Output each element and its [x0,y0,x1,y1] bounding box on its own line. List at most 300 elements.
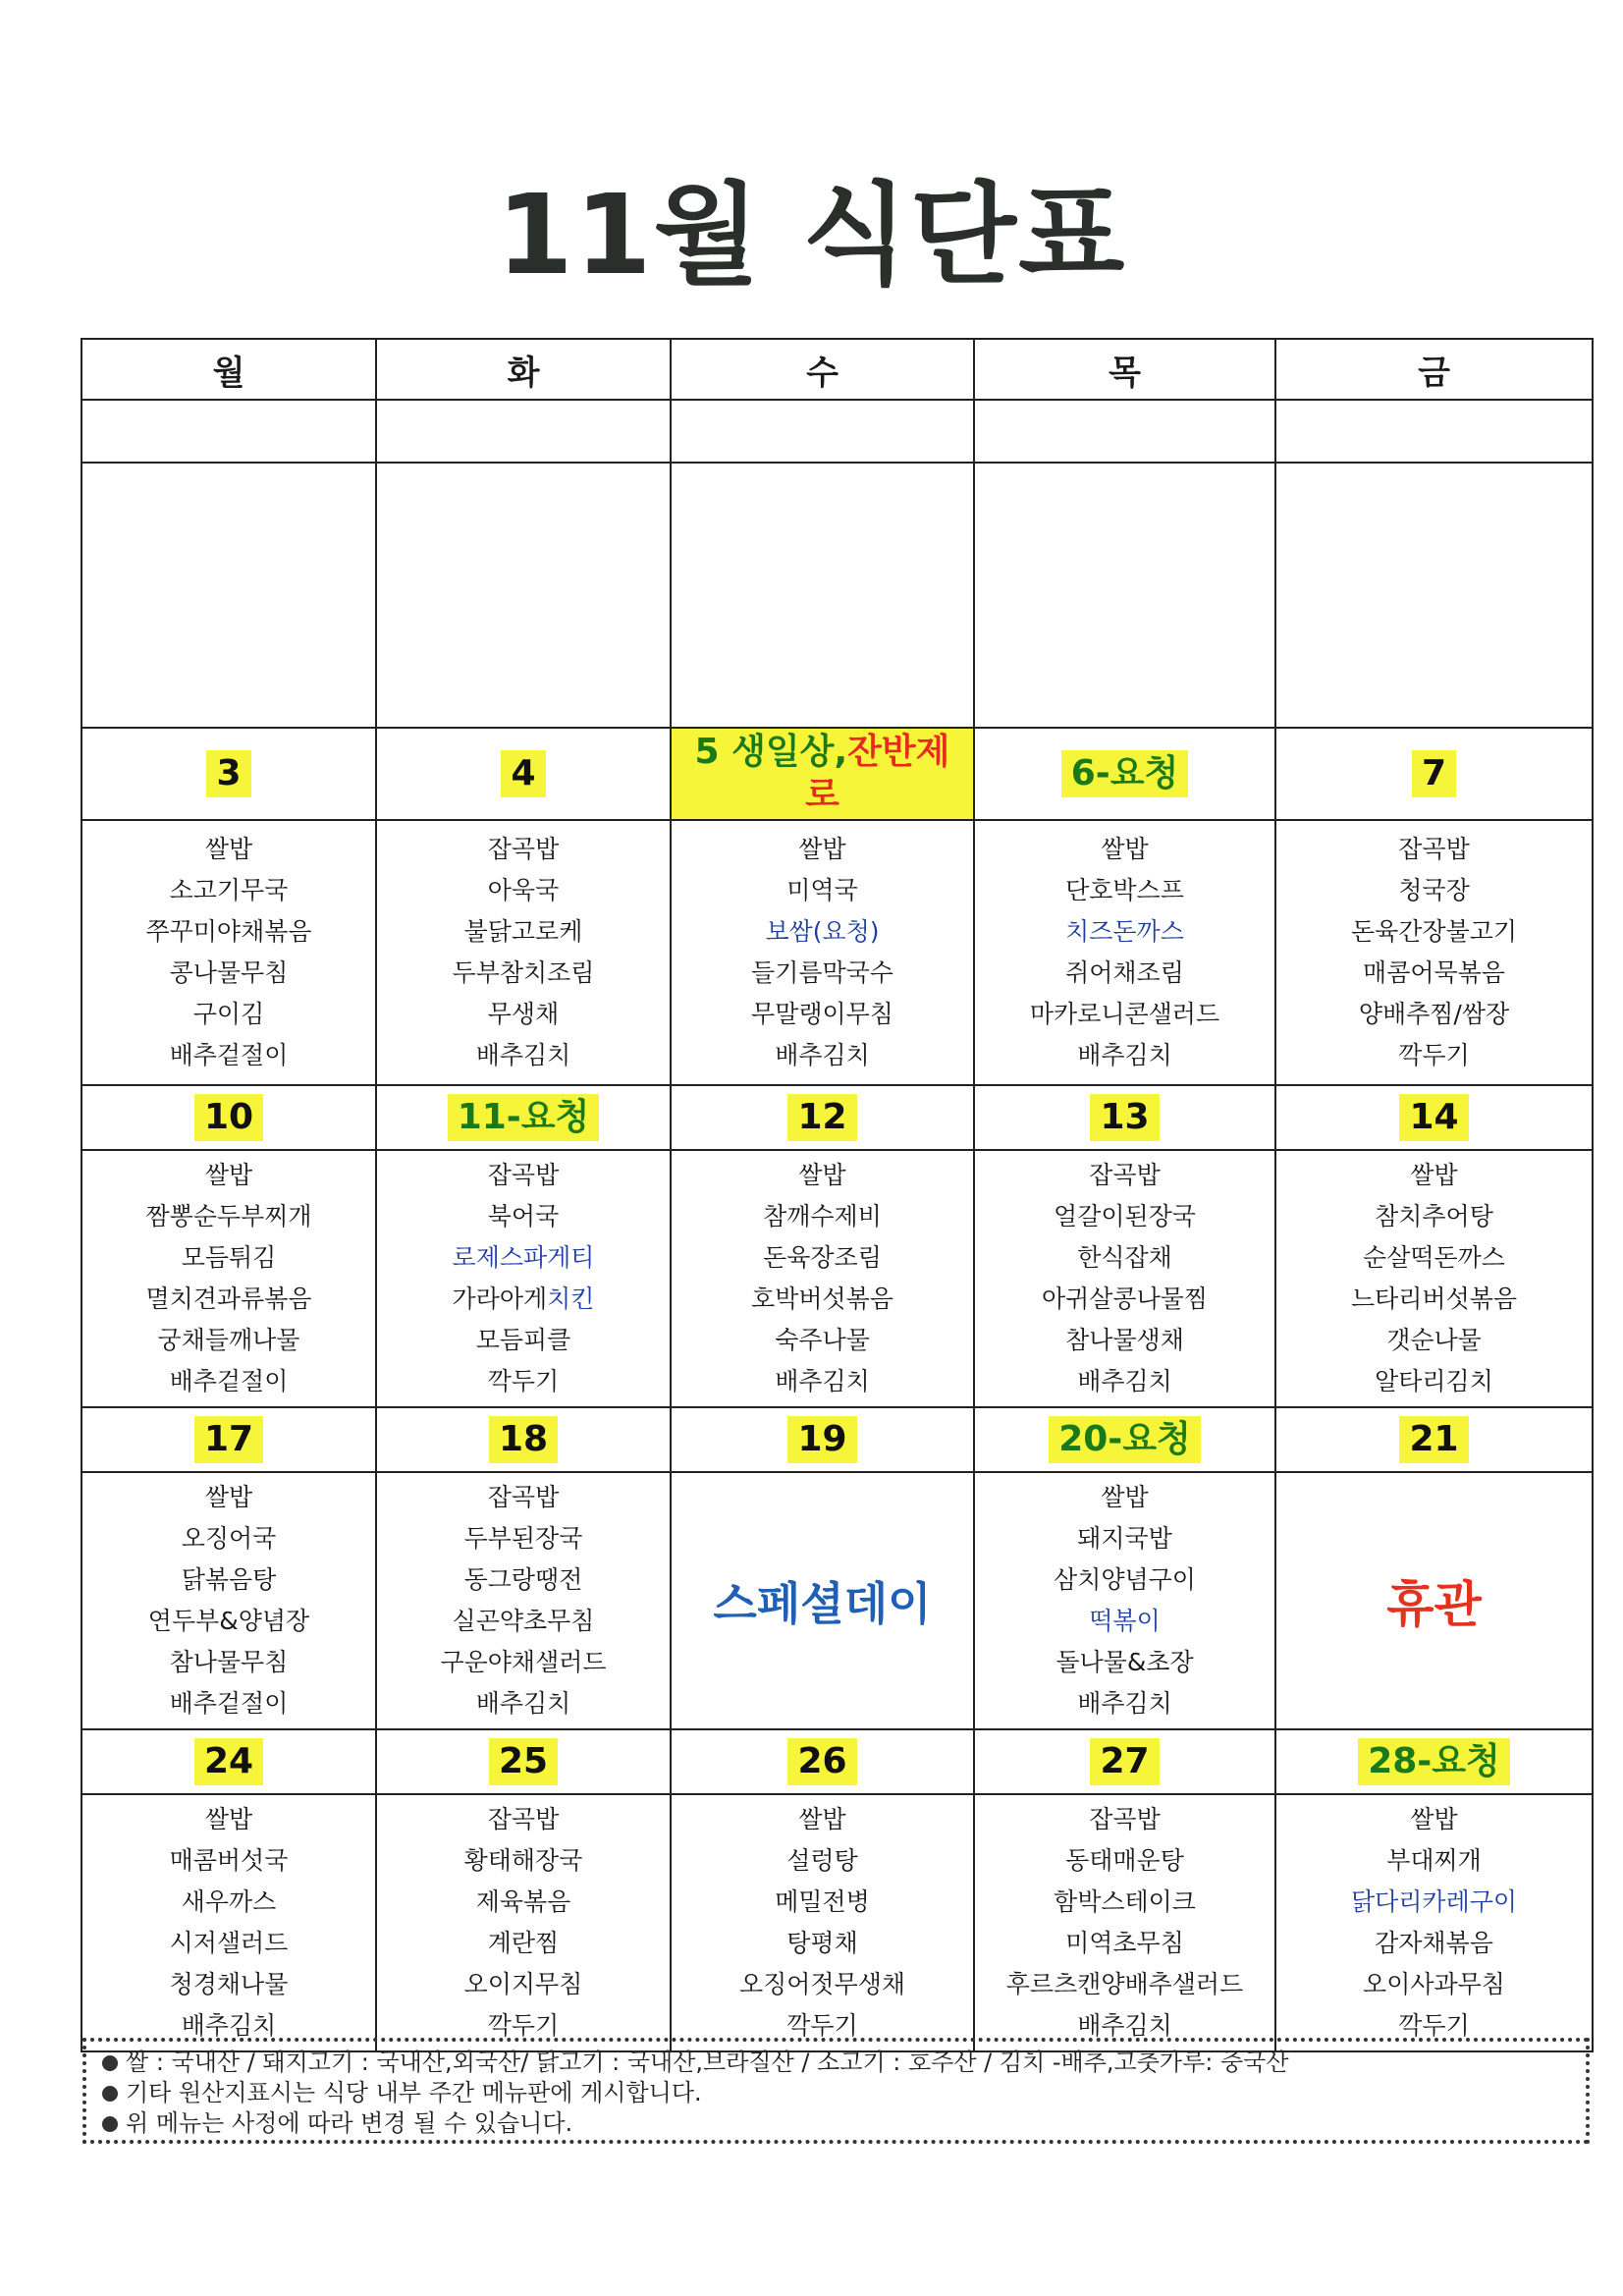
menu-item-text: 쌀밥 [1410,1805,1458,1833]
note-line [102,2048,1570,2078]
menu-cell [81,1794,376,2051]
menu-list [975,1155,1274,1402]
menu-list [1276,1155,1592,1402]
menu-item [672,1923,973,1964]
menu-item [1276,1155,1592,1196]
menu-item-text: 미역초무침 [1065,1929,1184,1957]
menu-list [975,1799,1274,2047]
date-text: 6-요청 [1070,753,1179,793]
menu-item [377,1799,670,1840]
menu-item-text: 콩나물무침 [169,958,289,987]
menu-item-text: 참깨수제비 [763,1202,882,1230]
menu-cell [376,1472,671,1729]
menu-item-text: 청경채나물 [169,1970,289,1998]
menu-item-text: 깍두기 [487,1367,560,1395]
date-cell [671,1085,974,1150]
date-text: 27 [1100,1741,1150,1781]
date-label [194,1416,263,1463]
menu-item [672,1237,973,1279]
menu-item [1276,1840,1592,1882]
date-text: 14 [1409,1097,1459,1137]
menu-item-text: 실곤약초무침 [452,1607,595,1635]
menu-item [975,1196,1274,1237]
blank-cell [376,463,671,728]
menu-item [1276,953,1592,994]
blank-cell [974,463,1275,728]
date-text: 20-요청 [1058,1419,1191,1459]
menu-table [81,338,1594,2052]
menu-item [377,1601,670,1642]
date-label [206,750,250,797]
menu-item [82,1361,375,1402]
date-cell [376,1729,671,1794]
menu-item [975,1642,1274,1683]
note-text: 기타 원산지표시는 식당 내부 주간 메뉴판에 게시합니다. [126,2079,702,2106]
date-text: 17 [203,1419,254,1459]
menu-item [1276,1320,1592,1361]
menu-item-text: 들기름막국수 [751,958,893,987]
menu-item-text: 쌀밥 [204,1805,253,1833]
menu-item [975,1923,1274,1964]
menu-item-text: 감자채볶음 [1375,1929,1493,1957]
menu-item-text: 로제스파게티 [452,1243,595,1272]
menu-item-text: 시저샐러드 [169,1929,289,1957]
date-label [489,1738,558,1785]
date-cell [974,1085,1275,1150]
menu-item-text: 쌀밥 [798,1161,846,1189]
menu-item [82,1923,375,1964]
day-header: 월 [81,339,376,400]
menu-item-text: 삼치양념구이 [1054,1565,1196,1594]
date-cell [81,1407,376,1472]
menu-item [82,1683,375,1724]
menu-item [82,1642,375,1683]
menu-item-text: 돈육간장불고기 [1350,917,1518,946]
menu-item [975,1882,1274,1923]
menu-item-text: 닭다리카레구이 [1350,1887,1518,1916]
menu-item [975,1559,1274,1601]
menu-item [1276,1964,1592,2005]
date-row [81,1407,1593,1472]
menu-item-text: 새우까스 [181,1887,277,1916]
day-header: 화 [376,339,671,400]
menu-item [975,1361,1274,1402]
date-cell [81,1085,376,1150]
menu-item [82,1799,375,1840]
date-label [1090,1094,1159,1141]
menu-cell [974,1150,1275,1407]
date-text: 24 [203,1741,254,1781]
menu-item-text: 돼지국밥 [1077,1524,1172,1553]
menu-item-text: 쌀밥 [204,1161,253,1189]
menu-item-text: 쌀밥 [204,835,253,863]
menu-item-text: 불닭고로케 [463,917,583,946]
menu-cell [376,1794,671,2051]
menu-item [377,1320,670,1361]
menu-item [377,1840,670,1882]
menu-cell [376,820,671,1085]
menu-item-text: 양배추찜/쌈장 [1358,1000,1510,1028]
menu-item-highlight: 치킨 [547,1285,595,1313]
menu-list [82,1155,375,1402]
date-text: 10 [203,1097,254,1137]
date-text: 21 [1409,1419,1459,1459]
menu-item-text: 치즈돈까스 [1065,917,1184,946]
menu-item [82,911,375,953]
day-header-row [81,339,1593,400]
menu-item-text: 계란찜 [487,1929,560,1957]
menu-item-text: 배추겉절이 [169,1367,289,1395]
menu-item-text: 멸치견과류볶음 [145,1285,312,1313]
menu-item [975,1155,1274,1196]
menu-item [82,1196,375,1237]
menu-item-text: 잡곡밥 [1089,1161,1161,1189]
menu-item [672,1964,973,2005]
menu-item [82,1559,375,1601]
menu-item [975,911,1274,953]
menu-item-text: 모듬피클 [475,1326,571,1354]
menu-item-text: 참나물생채 [1065,1326,1184,1354]
date-label [1358,1738,1510,1785]
date-label [1090,1738,1159,1785]
blank-cell [671,400,974,463]
date-label [489,1416,558,1463]
date-cell [376,1407,671,1472]
menu-item-text: 무말랭이무침 [751,1000,893,1028]
menu-item [1276,1923,1592,1964]
blank-menu-row [81,463,1593,728]
menu-item [82,994,375,1035]
menu-item-text: 메밀전병 [775,1887,870,1916]
menu-list [975,829,1274,1076]
menu-item [672,829,973,870]
menu-item [82,1601,375,1642]
menu-item-text: 참나물무침 [169,1648,289,1676]
menu-item [672,1320,973,1361]
blank-cell [376,400,671,463]
menu-item-text: 미역국 [786,876,858,904]
date-cell [974,1729,1275,1794]
date-text: 13 [1100,1097,1150,1137]
menu-item-text: 보쌈(요청) [765,917,880,946]
menu-cell [671,1794,974,2051]
menu-row [81,820,1593,1085]
menu-item-text: 쌀밥 [1101,835,1149,863]
day-header: 수 [671,339,974,400]
special-day-label: 스페셜데이 [713,1577,932,1630]
menu-item [377,870,670,911]
date-cell [974,728,1275,820]
blank-cell [1275,463,1593,728]
menu-item-text: 배추김치 [775,1041,870,1069]
menu-item [672,1799,973,1840]
date-cell [376,1085,671,1150]
menu-item-text: 배추김치 [1077,1041,1172,1069]
date-text: 19 [797,1419,847,1459]
menu-item [377,1155,670,1196]
date-text: 25 [498,1741,549,1781]
menu-item-text: 황태해장국 [463,1846,583,1875]
menu-item [82,870,375,911]
menu-item-text: 오이지무침 [463,1970,583,1998]
date-row [81,728,1593,820]
date-text: 11-요청 [457,1097,590,1137]
date-cell [671,728,974,820]
menu-item-text: 배추김치 [181,2011,277,2040]
menu-item-text: 쌀밥 [1410,1161,1458,1189]
menu-item-text: 돈육장조림 [763,1243,882,1272]
blank-cell [1275,400,1593,463]
date-extra-text: 잔반제로 [805,732,950,815]
menu-item [377,1477,670,1518]
menu-item [975,994,1274,1035]
menu-list [975,1477,1274,1724]
menu-item [672,911,973,953]
menu-item-text: 부대찌개 [1386,1846,1482,1875]
date-label [1399,1416,1468,1463]
menu-cell [1275,1150,1593,1407]
day-header: 금 [1275,339,1593,400]
menu-item [1276,1279,1592,1320]
menu-item-text: 배추겉절이 [169,1041,289,1069]
menu-item-text: 쌀밥 [1101,1483,1149,1511]
menu-item-text: 쌀밥 [204,1483,253,1511]
menu-item-text: 깍두기 [487,2011,560,2040]
date-label [1049,1416,1201,1463]
menu-item [82,1477,375,1518]
menu-item-text: 오징어국 [181,1524,277,1553]
menu-item-text: 쌀밥 [798,1805,846,1833]
menu-item-text: 돌나물&초장 [1055,1648,1194,1676]
menu-item [1276,870,1592,911]
menu-item [82,1035,375,1076]
menu-item-text: 짬뽕순두부찌개 [145,1202,312,1230]
menu-item-text: 깍두기 [1398,2011,1470,2040]
date-label [787,1416,856,1463]
menu-item-text: 배추김치 [775,1367,870,1395]
date-cell [81,1729,376,1794]
menu-cell [671,1150,974,1407]
menu-item [82,1518,375,1559]
menu-item-text: 동태매운탕 [1065,1846,1184,1875]
menu-item-text: 참치추어탕 [1375,1202,1493,1230]
menu-item-text: 닭볶음탕 [181,1565,277,1594]
menu-item-text: 제육볶음 [475,1887,571,1916]
menu-item [672,1361,973,1402]
menu-list [1276,1799,1592,2047]
menu-item [377,1923,670,1964]
menu-item-text: 배추김치 [475,1689,571,1718]
menu-list [377,1155,670,1402]
menu-list [672,1799,973,2047]
menu-item [1276,1237,1592,1279]
note-text: 쌀 : 국내산 / 돼지고기 : 국내산,외국산/ 닭고기 : 국내산,브라질산 / 소고기 : 호주산 / 김치 -배추,고춧가루: 중국산 [126,2049,1289,2076]
date-text: 26 [797,1741,847,1781]
blank-cell [81,463,376,728]
menu-item [672,1882,973,1923]
date-cell [1275,1085,1593,1150]
menu-list [377,1799,670,2047]
menu-item-text: 떡볶이 [1089,1607,1161,1635]
menu-item-text: 잡곡밥 [1398,835,1470,863]
date-text: 12 [797,1097,847,1137]
menu-item [1276,1882,1592,1923]
menu-item-text: 궁채들깨나물 [157,1326,300,1354]
menu-item-text: 얼갈이된장국 [1054,1202,1196,1230]
date-label [448,1094,600,1141]
date-label [787,1738,856,1785]
menu-item [975,953,1274,994]
menu-item [82,1840,375,1882]
menu-item [975,829,1274,870]
menu-item [377,911,670,953]
menu-item [672,994,973,1035]
menu-cell [671,1472,974,1729]
menu-item [82,953,375,994]
menu-item [672,1035,973,1076]
menu-item [672,1155,973,1196]
date-label [1399,1094,1468,1141]
menu-item [975,1320,1274,1361]
menu-item [975,1518,1274,1559]
date-label [501,750,545,797]
date-row [81,1729,1593,1794]
menu-row [81,1150,1593,1407]
menu-item-text: 구운야채샐러드 [440,1648,607,1676]
date-row [81,1085,1593,1150]
menu-cell [81,1150,376,1407]
menu-item-text: 동그랑땡전 [463,1565,583,1594]
menu-item [672,870,973,911]
date-text: 28-요청 [1368,1741,1500,1781]
menu-item [82,1279,375,1320]
menu-item-text: 소고기무국 [169,876,289,904]
date-cell [1275,1729,1593,1794]
menu-item-text: 매콤어묵볶음 [1363,958,1505,987]
menu-item [975,1035,1274,1076]
menu-item-text: 갯순나물 [1386,1326,1482,1354]
menu-item-text: 배추김치 [1077,2011,1172,2040]
menu-cell [974,1794,1275,2051]
menu-item-text: 매콤버섯국 [169,1846,289,1875]
menu-item [672,1279,973,1320]
menu-item [377,994,670,1035]
menu-item-text: 쭈꾸미야채볶음 [145,917,312,946]
date-label [1412,750,1456,797]
menu-item [82,1882,375,1923]
menu-item-text: 쌀밥 [798,835,846,863]
menu-item [975,1840,1274,1882]
menu-item-text: 청국장 [1398,876,1470,904]
menu-item-text: 호박버섯볶음 [751,1285,893,1313]
date-cell [671,1729,974,1794]
menu-item-text: 마카로니콘샐러드 [1029,1000,1220,1028]
menu-item [377,1964,670,2005]
menu-item-text: 두부참치조림 [452,958,595,987]
menu-item [377,1559,670,1601]
bullet-icon [102,2055,118,2071]
bullet-icon [102,2086,118,2102]
menu-item-text: 잡곡밥 [487,1161,560,1189]
menu-item [1276,1361,1592,1402]
menu-item [975,1477,1274,1518]
note-text: 위 메뉴는 사정에 따라 변경 될 수 있습니다. [126,2109,573,2137]
menu-item [377,829,670,870]
menu-list [82,1477,375,1724]
menu-item [975,1799,1274,1840]
menu-item [1276,911,1592,953]
menu-item [377,953,670,994]
blank-cell [81,400,376,463]
menu-list [377,829,670,1076]
menu-list [672,1155,973,1402]
menu-item-text: 무생채 [487,1000,560,1028]
menu-item [82,1237,375,1279]
menu-item [975,1683,1274,1724]
menu-item [672,953,973,994]
date-cell [1275,728,1593,820]
menu-item [82,1964,375,2005]
menu-item-text: 잡곡밥 [1089,1805,1161,1833]
menu-item [672,1840,973,1882]
menu-item-text: 잡곡밥 [487,835,560,863]
menu-list [377,1477,670,1724]
bullet-icon [102,2116,118,2132]
date-label [787,1094,856,1141]
date-cell [671,1407,974,1472]
menu-item-text: 배추김치 [1077,1367,1172,1395]
menu-list [1276,829,1592,1076]
menu-item-text: 두부된장국 [463,1524,583,1553]
date-cell [974,1407,1275,1472]
menu-item-text: 한식잡채 [1077,1243,1172,1272]
menu-item [1276,829,1592,870]
date-text: 5 생일상, [694,732,848,772]
menu-item [377,1683,670,1724]
menu-item-text: 단호박스프 [1065,876,1184,904]
menu-item [377,1642,670,1683]
menu-item-text: 아귀살콩나물찜 [1041,1285,1209,1313]
date-cell [1275,1407,1593,1472]
menu-item [975,870,1274,911]
day-header: 목 [974,339,1275,400]
menu-item [975,1964,1274,2005]
menu-list [672,829,973,1076]
menu-item-text: 느타리버섯볶음 [1350,1285,1518,1313]
menu-item [377,1196,670,1237]
date-cell [376,728,671,820]
menu-item-text: 아욱국 [487,876,560,904]
menu-item [82,1155,375,1196]
menu-cell [81,1472,376,1729]
menu-list [82,1799,375,2047]
menu-cell [376,1150,671,1407]
menu-cell [1275,1472,1593,1729]
menu-item-text: 쥐어채조림 [1065,958,1184,987]
menu-cell [974,820,1275,1085]
closed-label: 휴관 [1386,1576,1482,1633]
menu-item-text: 연두부&양념장 [147,1607,310,1635]
menu-item-text: 오이사과무침 [1363,1970,1505,1998]
menu-item [975,1237,1274,1279]
menu-item-text: 함박스테이크 [1054,1887,1196,1916]
menu-list [82,829,375,1076]
menu-item [82,1320,375,1361]
menu-item-text: 후르츠캔양배추샐러드 [1005,1970,1244,1998]
menu-item [377,1279,670,1320]
menu-row [81,1794,1593,2051]
menu-item [377,1237,670,1279]
